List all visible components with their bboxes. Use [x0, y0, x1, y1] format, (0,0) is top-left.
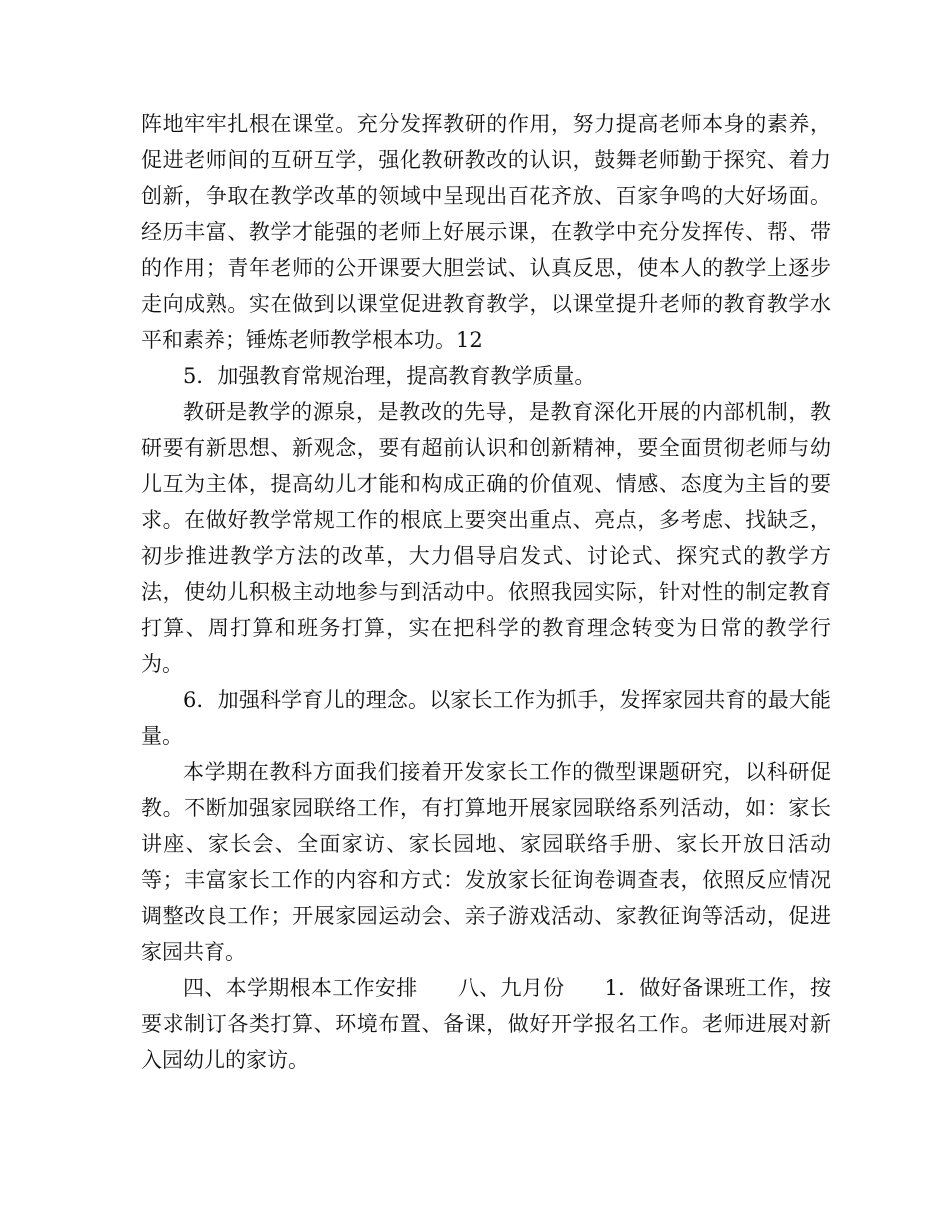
paragraph-teaching-research: 教研是教学的源泉，是教改的先导，是教育深化开展的内部机制，教研要有新思想、新观念，要有超前认识和创新精神，要全面贯彻老师与幼儿互为主体，提高幼儿才能和构成正确的价值观、情感、态度为主旨的要求。在做好教学常规工作的根底上要突出重点、亮点，多考虑、找缺乏，初步推进教学方法的改革，大力倡导启发式、讨论式、探究式的教学方法，使幼儿积极主动地参与到活动中。依照我园实际，针对性的制定教育打算、周打算和班务打算，实在把科学的教育理念转变为日常的教学行为。 — [141, 400, 831, 676]
paragraph-parent-work: 本学期在教科方面我们接着开发家长工作的微型课题研究，以科研促教。不断加强家园联络工作，有打算地开展家园联络系列活动，如：家长讲座、家长会、全面家访、家长园地、家园联络手册、家长开放日活动等；丰富家长工作的内容和方式：发放家长征询卷调查表，依照反应情况调整改良工作；开展家园运动会、亲子游戏活动、家教征询等活动，促进家园共育。 — [141, 760, 831, 964]
schedule-item: 1．做好备课班工作，按要求制订各类打算、环境布置、备课，做好开学报名工作。老师进展对新入园幼儿的家访。 — [141, 976, 831, 1072]
paragraph-work-schedule — [141, 970, 831, 1078]
paragraph-classroom-teaching: 阵地牢牢扎根在课堂。充分发挥教研的作用，努力提高老师本身的素养，促进老师间的互研互学，强化教研教改的认识，鼓舞老师勤于探究、着力创新，争取在教学改革的领域中呈现出百花齐放、百家争鸣的大好场面。经历丰富、教学才能强的老师上好展示课，在教学中充分发挥传、帮、带的作用；青年老师的公开课要大胆尝试、认真反思，使本人的教学上逐步走向成熟。实在做到以课堂促进教育教学，以课堂提升老师的教育教学水平和素养；锤炼老师教学根本功。12 — [141, 112, 831, 352]
schedule-heading: 四、本学期根本工作安排 — [183, 976, 418, 1000]
document-body — [141, 106, 831, 1078]
schedule-month: 八、九月份 — [457, 976, 565, 1000]
paragraph-item-5-heading: 5．加强教育常规治理，提高教育教学质量。 — [183, 364, 596, 388]
paragraph-item-6-heading: 6．加强科学育儿的理念。以家长工作为抓手，发挥家园共育的最大能量。 — [141, 688, 831, 748]
